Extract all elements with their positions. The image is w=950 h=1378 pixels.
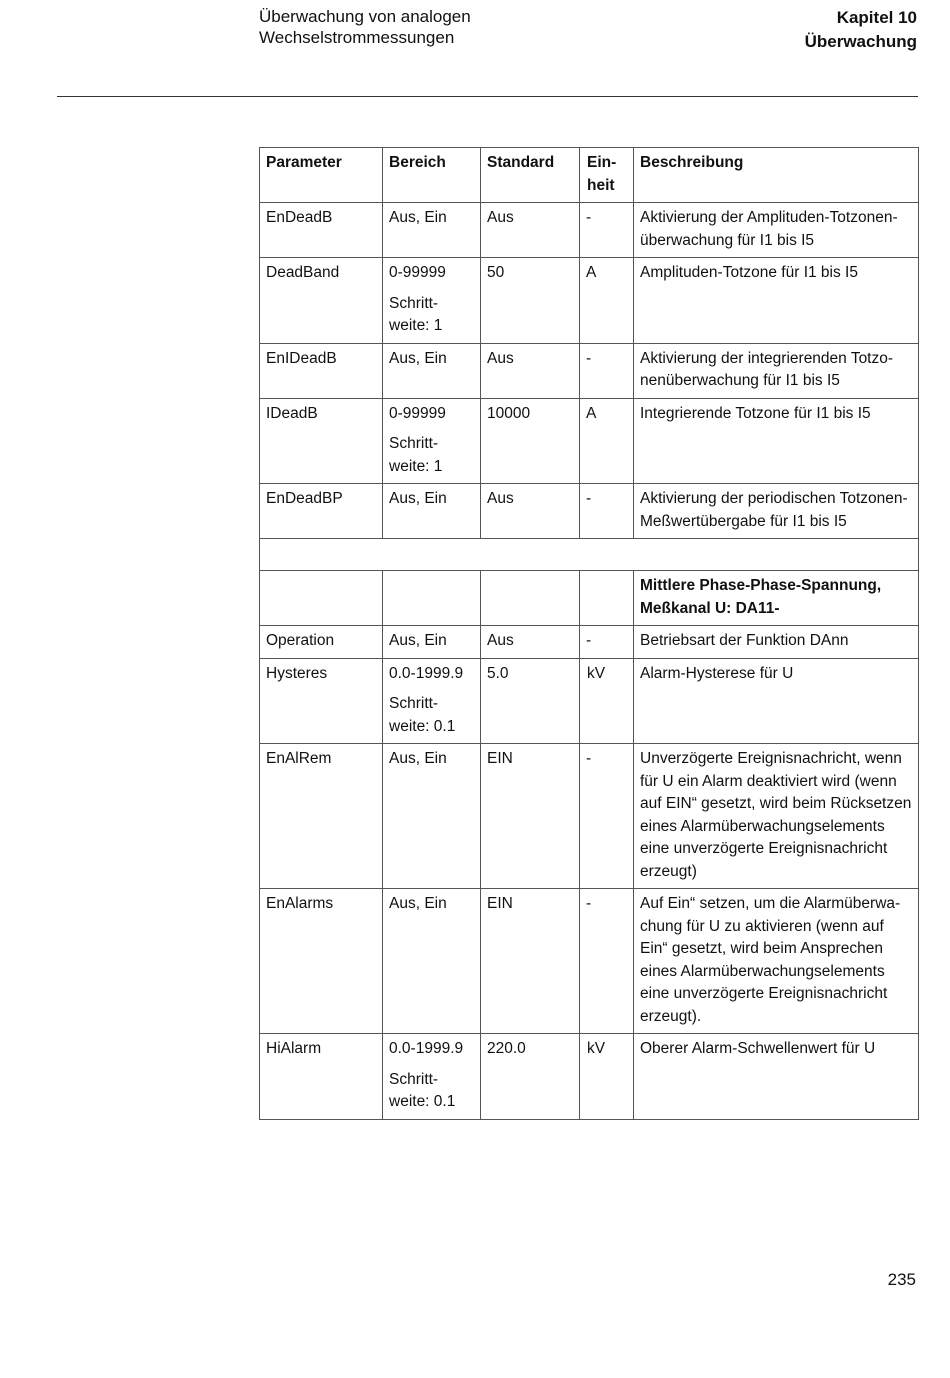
cell-description: Aktivierung der integrierenden Totzo-nenüberwachung für I1 bis I5 — [634, 343, 919, 398]
empty-cell — [383, 571, 481, 626]
cell-range: Aus, Ein — [383, 343, 481, 398]
section-heading — [634, 571, 919, 626]
range-step: Schritt-weite: 1 — [389, 435, 443, 475]
cell-parameter: DeadBand — [260, 258, 383, 344]
cell-range: Aus, Ein — [383, 626, 481, 659]
column-header-default: Standard — [481, 148, 580, 203]
column-header-unit-line2: heit — [587, 176, 615, 194]
empty-cell — [260, 571, 383, 626]
cell-range: Aus, Ein — [383, 889, 481, 1034]
cell-description: Amplituden-Totzone für I1 bis I5 — [634, 258, 919, 344]
table-row — [260, 258, 919, 344]
range-value: 0.0-1999.9 — [389, 1040, 464, 1057]
table-row — [260, 484, 919, 539]
column-header-unit-line1: Ein- — [587, 154, 617, 171]
table-row — [260, 398, 919, 484]
cell-range: Aus, Ein — [383, 744, 481, 889]
cell-unit: A — [580, 398, 634, 484]
cell-parameter: IDeadB — [260, 398, 383, 484]
cell-unit: A — [580, 258, 634, 344]
table-row — [260, 1034, 919, 1120]
header-divider — [57, 96, 918, 97]
cell-range — [383, 658, 481, 744]
cell-unit: - — [580, 343, 634, 398]
cell-range — [383, 398, 481, 484]
table-row — [260, 343, 919, 398]
cell-default: Aus — [481, 343, 580, 398]
range-value: 0-99999 — [389, 404, 446, 422]
cell-unit: - — [580, 484, 634, 539]
cell-unit: - — [580, 203, 634, 258]
cell-parameter: EnDeadBP — [260, 484, 383, 539]
range-step: Schritt-weite: 0.1 — [389, 695, 456, 735]
table-section-row — [260, 571, 919, 626]
cell-unit: kV — [580, 1034, 634, 1120]
header-left-line1: Überwachung von analogen — [259, 7, 471, 26]
cell-range: Aus, Ein — [383, 203, 481, 258]
cell-default: Aus — [481, 626, 580, 659]
table-row — [260, 626, 919, 659]
cell-range: Aus, Ein — [383, 484, 481, 539]
table-row — [260, 744, 919, 889]
cell-parameter: Operation — [260, 626, 383, 659]
running-header-right — [805, 6, 917, 54]
cell-unit: - — [580, 744, 634, 889]
cell-description: Unverzögerte Ereignisnachricht, wenn für U ein Alarm deaktiviert wird (wenn auf EIN“ gesetzt, wird beim Rücksetzen eines Alarmüberwachungselements eine unverzögerte Ereignisnachricht erzeugt) — [634, 744, 919, 889]
range-value: 0.0-1999.9 — [389, 664, 464, 682]
cell-parameter: Hysteres — [260, 658, 383, 744]
section-heading-line2: Meßkanal U: DA11- — [640, 599, 780, 617]
cell-default: EIN — [481, 889, 580, 1034]
cell-unit: - — [580, 889, 634, 1034]
range-value: 0-99999 — [389, 264, 446, 281]
empty-cell — [580, 571, 634, 626]
table-row — [260, 889, 919, 1034]
cell-description: Integrierende Totzone für I1 bis I5 — [634, 398, 919, 484]
cell-description: Aktivierung der periodischen Totzonen-Meßwertübergabe für I1 bis I5 — [634, 484, 919, 539]
cell-description: Alarm-Hysterese für U — [634, 658, 919, 744]
range-step: Schritt-weite: 1 — [389, 294, 443, 334]
cell-parameter: EnDeadB — [260, 203, 383, 258]
chapter-number: Kapitel 10 — [836, 8, 917, 27]
cell-description: Oberer Alarm-Schwellenwert für U — [634, 1034, 919, 1120]
header-left-line2: Wechselstrommessungen — [259, 28, 455, 47]
chapter-title: Überwachung — [804, 32, 917, 51]
table-row — [260, 658, 919, 744]
cell-unit: kV — [580, 658, 634, 744]
column-header-unit — [580, 148, 634, 203]
cell-range — [383, 1034, 481, 1120]
column-header-description: Beschreibung — [634, 148, 919, 203]
cell-default: 220.0 — [481, 1034, 580, 1120]
column-header-parameter: Parameter — [260, 148, 383, 203]
cell-default: 10000 — [481, 398, 580, 484]
table-spacer-row — [260, 539, 919, 571]
table-row — [260, 203, 919, 258]
cell-default: Aus — [481, 203, 580, 258]
cell-unit: - — [580, 626, 634, 659]
cell-default: EIN — [481, 744, 580, 889]
cell-default: Aus — [481, 484, 580, 539]
cell-range — [383, 258, 481, 344]
cell-description: Aktivierung der Amplituden-Totzonen-überwachung für I1 bis I5 — [634, 203, 919, 258]
cell-description: Betriebsart der Funktion DAnn — [634, 626, 919, 659]
cell-default: 5.0 — [481, 658, 580, 744]
spacer-cell — [260, 539, 919, 571]
cell-description: Auf Ein“ setzen, um die Alarmüberwa-chung für U zu aktivieren (wenn auf Ein“ gesetzt, wird beim Ansprechen eines Alarmüberwachungselements eine unverzögerte Ereignisnachricht erzeugt). — [634, 889, 919, 1034]
running-header-left — [259, 6, 471, 48]
column-header-range: Bereich — [383, 148, 481, 203]
cell-parameter: HiAlarm — [260, 1034, 383, 1120]
cell-parameter: EnIDeadB — [260, 343, 383, 398]
parameter-table — [259, 147, 919, 1120]
table-header-row — [260, 148, 919, 203]
empty-cell — [481, 571, 580, 626]
cell-parameter: EnAlRem — [260, 744, 383, 889]
cell-default: 50 — [481, 258, 580, 344]
range-step: Schritt-weite: 0.1 — [389, 1070, 456, 1110]
cell-parameter: EnAlarms — [260, 889, 383, 1034]
section-heading-line1: Mittlere Phase-Phase-Spannung, — [640, 577, 882, 594]
page-number: 235 — [887, 1270, 916, 1289]
